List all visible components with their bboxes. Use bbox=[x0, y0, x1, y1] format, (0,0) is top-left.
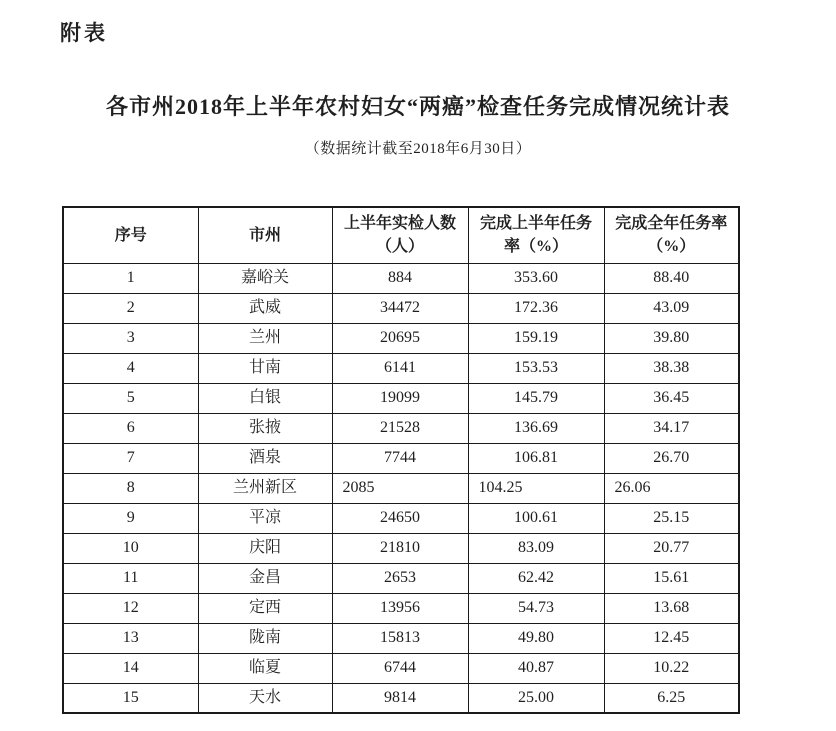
value-cell: 20.77 bbox=[604, 533, 739, 563]
city-cell: 酒泉 bbox=[198, 443, 332, 473]
value-cell: 106.81 bbox=[468, 443, 604, 473]
value-cell: 2085 bbox=[332, 473, 468, 503]
city-cell: 平凉 bbox=[198, 503, 332, 533]
city-cell: 金昌 bbox=[198, 563, 332, 593]
value-cell: 15813 bbox=[332, 623, 468, 653]
city-cell: 庆阳 bbox=[198, 533, 332, 563]
value-cell: 353.60 bbox=[468, 263, 604, 293]
city-cell: 武威 bbox=[198, 293, 332, 323]
value-cell: 884 bbox=[332, 263, 468, 293]
value-cell: 40.87 bbox=[468, 653, 604, 683]
value-cell: 136.69 bbox=[468, 413, 604, 443]
value-cell: 39.80 bbox=[604, 323, 739, 353]
row-index-cell: 7 bbox=[63, 443, 198, 473]
table-row bbox=[63, 293, 739, 323]
value-cell: 145.79 bbox=[468, 383, 604, 413]
table-row bbox=[63, 353, 739, 383]
row-index-cell: 2 bbox=[63, 293, 198, 323]
row-index-cell: 5 bbox=[63, 383, 198, 413]
document-title: 各市州2018年上半年农村妇女“两癌”检查任务完成情况统计表 bbox=[105, 94, 730, 119]
row-index-cell: 13 bbox=[63, 623, 198, 653]
header-line: 市州 bbox=[248, 226, 281, 244]
header-line: 上半年实检人数 bbox=[343, 215, 456, 233]
city-cell: 兰州 bbox=[198, 323, 332, 353]
document-subtitle: （数据统计截至2018年6月30日） bbox=[304, 141, 532, 157]
table-row bbox=[63, 593, 739, 623]
city-cell: 白银 bbox=[198, 383, 332, 413]
value-cell: 159.19 bbox=[468, 323, 604, 353]
table-row bbox=[63, 323, 739, 353]
value-cell: 62.42 bbox=[468, 563, 604, 593]
value-cell: 19099 bbox=[332, 383, 468, 413]
table-row bbox=[63, 533, 739, 563]
column-header-index bbox=[63, 207, 198, 263]
row-index-cell: 1 bbox=[63, 263, 198, 293]
city-cell: 兰州新区 bbox=[198, 473, 332, 503]
value-cell: 7744 bbox=[332, 443, 468, 473]
value-cell: 34.17 bbox=[604, 413, 739, 443]
value-cell: 43.09 bbox=[604, 293, 739, 323]
column-header-fullyear-rate bbox=[604, 207, 739, 263]
row-index-cell: 4 bbox=[63, 353, 198, 383]
city-cell: 张掖 bbox=[198, 413, 332, 443]
row-index-cell: 9 bbox=[63, 503, 198, 533]
value-cell: 10.22 bbox=[604, 653, 739, 683]
value-cell: 83.09 bbox=[468, 533, 604, 563]
value-cell: 6744 bbox=[332, 653, 468, 683]
value-cell: 20695 bbox=[332, 323, 468, 353]
value-cell: 34472 bbox=[332, 293, 468, 323]
value-cell: 26.70 bbox=[604, 443, 739, 473]
value-cell: 36.45 bbox=[604, 383, 739, 413]
row-index-cell: 8 bbox=[63, 473, 198, 503]
city-cell: 嘉峪关 bbox=[198, 263, 332, 293]
table-row bbox=[63, 413, 739, 443]
value-cell: 49.80 bbox=[468, 623, 604, 653]
column-header-examined-count bbox=[332, 207, 468, 263]
value-cell: 21810 bbox=[332, 533, 468, 563]
value-cell: 100.61 bbox=[468, 503, 604, 533]
value-cell: 25.00 bbox=[468, 683, 604, 713]
value-cell: 104.25 bbox=[468, 473, 604, 503]
table-row bbox=[63, 443, 739, 473]
table-row bbox=[63, 683, 739, 713]
row-index-cell: 14 bbox=[63, 653, 198, 683]
value-cell: 15.61 bbox=[604, 563, 739, 593]
row-index-cell: 10 bbox=[63, 533, 198, 563]
row-index-cell: 3 bbox=[63, 323, 198, 353]
table-header-row bbox=[63, 207, 739, 263]
value-cell: 24650 bbox=[332, 503, 468, 533]
value-cell: 25.15 bbox=[604, 503, 739, 533]
table-row bbox=[63, 503, 739, 533]
table-body bbox=[63, 263, 739, 713]
row-index-cell: 11 bbox=[63, 563, 198, 593]
value-cell: 88.40 bbox=[604, 263, 739, 293]
header-line: 完成上半年任务 bbox=[479, 215, 592, 233]
row-index-cell: 6 bbox=[63, 413, 198, 443]
column-header-city bbox=[198, 207, 332, 263]
value-cell: 21528 bbox=[332, 413, 468, 443]
city-cell: 临夏 bbox=[198, 653, 332, 683]
stats-table bbox=[62, 206, 740, 714]
row-index-cell: 12 bbox=[63, 593, 198, 623]
row-index-cell: 15 bbox=[63, 683, 198, 713]
city-cell: 定西 bbox=[198, 593, 332, 623]
value-cell: 12.45 bbox=[604, 623, 739, 653]
table-row bbox=[63, 623, 739, 653]
header-line: （%） bbox=[647, 238, 696, 256]
appendix-label: 附表 bbox=[60, 21, 108, 45]
value-cell: 9814 bbox=[332, 683, 468, 713]
city-cell: 天水 bbox=[198, 683, 332, 713]
table-row bbox=[63, 563, 739, 593]
table-row bbox=[63, 263, 739, 293]
value-cell: 153.53 bbox=[468, 353, 604, 383]
header-line: 序号 bbox=[114, 226, 147, 244]
value-cell: 54.73 bbox=[468, 593, 604, 623]
value-cell: 38.38 bbox=[604, 353, 739, 383]
value-cell: 13956 bbox=[332, 593, 468, 623]
value-cell: 26.06 bbox=[604, 473, 739, 503]
value-cell: 2653 bbox=[332, 563, 468, 593]
column-header-halfyear-rate bbox=[468, 207, 604, 263]
city-cell: 甘南 bbox=[198, 353, 332, 383]
value-cell: 6.25 bbox=[604, 683, 739, 713]
value-cell: 13.68 bbox=[604, 593, 739, 623]
header-line: （人） bbox=[375, 238, 424, 256]
header-line: 完成全年任务率 bbox=[615, 215, 728, 233]
value-cell: 172.36 bbox=[468, 293, 604, 323]
table-row bbox=[63, 383, 739, 413]
header-line: 率（%） bbox=[503, 238, 568, 256]
city-cell: 陇南 bbox=[198, 623, 332, 653]
table-row bbox=[63, 473, 739, 503]
table-row bbox=[63, 653, 739, 683]
value-cell: 6141 bbox=[332, 353, 468, 383]
